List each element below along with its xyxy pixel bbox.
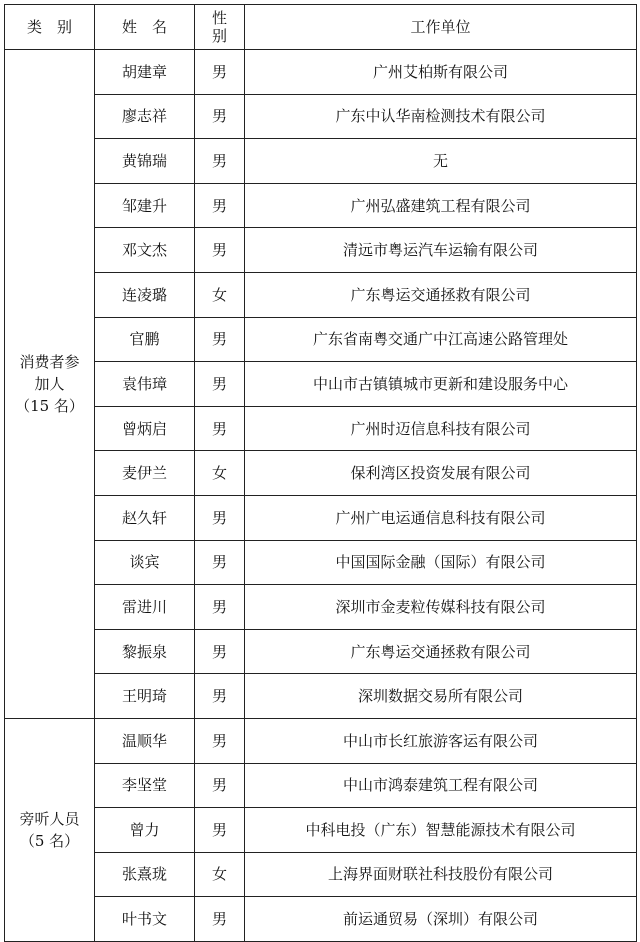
name-cell: 雷进川	[95, 585, 195, 630]
unit-cell: 无	[245, 139, 637, 184]
gender-cell: 男	[195, 50, 245, 95]
unit-cell: 保利湾区投资发展有限公司	[245, 451, 637, 496]
unit-cell: 中山市古镇镇城市更新和建设服务中心	[245, 362, 637, 407]
name-cell: 连凌璐	[95, 272, 195, 317]
gender-cell: 男	[195, 585, 245, 630]
unit-cell: 深圳数据交易所有限公司	[245, 674, 637, 719]
unit-cell: 深圳市金麦粒传媒科技有限公司	[245, 585, 637, 630]
name-cell: 李坚堂	[95, 763, 195, 808]
gender-cell: 男	[195, 808, 245, 853]
name-cell: 邓文杰	[95, 228, 195, 273]
header-row	[5, 5, 637, 50]
table-row	[5, 540, 637, 585]
name-cell: 邹建升	[95, 183, 195, 228]
gender-cell: 男	[195, 183, 245, 228]
table-row	[5, 50, 637, 95]
header-category: 类 别	[5, 5, 95, 50]
gender-cell: 女	[195, 272, 245, 317]
gender-cell: 男	[195, 406, 245, 451]
name-cell: 官鹏	[95, 317, 195, 362]
name-cell: 胡建章	[95, 50, 195, 95]
category-label-line: 消费者参	[19, 352, 80, 371]
table-row	[5, 629, 637, 674]
unit-cell: 广州时迈信息科技有限公司	[245, 406, 637, 451]
name-cell: 麦伊兰	[95, 451, 195, 496]
unit-cell: 中山市鸿泰建筑工程有限公司	[245, 763, 637, 808]
gender-cell: 男	[195, 495, 245, 540]
unit-cell: 中国国际金融（国际）有限公司	[245, 540, 637, 585]
gender-cell: 男	[195, 629, 245, 674]
name-cell: 曾力	[95, 808, 195, 853]
category-label-line: 旁听人员	[19, 809, 80, 828]
header-unit: 工作单位	[245, 5, 637, 50]
header-gender	[195, 5, 245, 50]
gender-cell: 男	[195, 674, 245, 719]
table-body	[5, 50, 637, 942]
gender-cell: 男	[195, 718, 245, 763]
table-row	[5, 362, 637, 407]
name-cell: 赵久轩	[95, 495, 195, 540]
gender-cell: 女	[195, 852, 245, 897]
name-cell: 温顺华	[95, 718, 195, 763]
unit-cell: 中科电投（广东）智慧能源技术有限公司	[245, 808, 637, 853]
table-row	[5, 451, 637, 496]
gender-cell: 男	[195, 897, 245, 942]
unit-cell: 广东省南粤交通广中江高速公路管理处	[245, 317, 637, 362]
name-cell: 谈宾	[95, 540, 195, 585]
name-cell: 张熹珑	[95, 852, 195, 897]
category-label-line: （15 名）	[15, 396, 84, 415]
table-row	[5, 808, 637, 853]
table-row	[5, 585, 637, 630]
table-row	[5, 495, 637, 540]
gender-cell: 女	[195, 451, 245, 496]
category-cell	[5, 50, 95, 719]
name-cell: 叶书文	[95, 897, 195, 942]
table-row	[5, 272, 637, 317]
header-name: 姓 名	[95, 5, 195, 50]
category-label-line: （5 名）	[19, 831, 80, 850]
name-cell: 黎振泉	[95, 629, 195, 674]
table-row	[5, 763, 637, 808]
category-label-line: 加人	[34, 374, 65, 393]
name-cell: 王明琦	[95, 674, 195, 719]
header-gender-line2: 别	[211, 27, 227, 45]
name-cell: 曾炳启	[95, 406, 195, 451]
participant-table	[4, 4, 637, 942]
unit-cell: 前运通贸易（深圳）有限公司	[245, 897, 637, 942]
table-row	[5, 718, 637, 763]
gender-cell: 男	[195, 94, 245, 139]
gender-cell: 男	[195, 317, 245, 362]
table-row	[5, 852, 637, 897]
name-cell: 黄锦瑞	[95, 139, 195, 184]
name-cell: 袁伟璋	[95, 362, 195, 407]
table-row	[5, 94, 637, 139]
unit-cell: 广东粤运交通拯救有限公司	[245, 629, 637, 674]
gender-cell: 男	[195, 763, 245, 808]
unit-cell: 广东中认华南检测技术有限公司	[245, 94, 637, 139]
table-row	[5, 317, 637, 362]
unit-cell: 上海界面财联社科技股份有限公司	[245, 852, 637, 897]
gender-cell: 男	[195, 362, 245, 407]
unit-cell: 广州艾柏斯有限公司	[245, 50, 637, 95]
header-gender-line1: 性	[211, 9, 227, 27]
name-cell: 廖志祥	[95, 94, 195, 139]
unit-cell: 广州广电运通信息科技有限公司	[245, 495, 637, 540]
table-row	[5, 406, 637, 451]
category-cell	[5, 718, 95, 941]
unit-cell: 广东粤运交通拯救有限公司	[245, 272, 637, 317]
table-row	[5, 139, 637, 184]
table-row	[5, 183, 637, 228]
gender-cell: 男	[195, 139, 245, 184]
unit-cell: 清远市粤运汽车运输有限公司	[245, 228, 637, 273]
unit-cell: 广州弘盛建筑工程有限公司	[245, 183, 637, 228]
gender-cell: 男	[195, 228, 245, 273]
unit-cell: 中山市长红旅游客运有限公司	[245, 718, 637, 763]
table-row	[5, 674, 637, 719]
gender-cell: 男	[195, 540, 245, 585]
table-row	[5, 228, 637, 273]
